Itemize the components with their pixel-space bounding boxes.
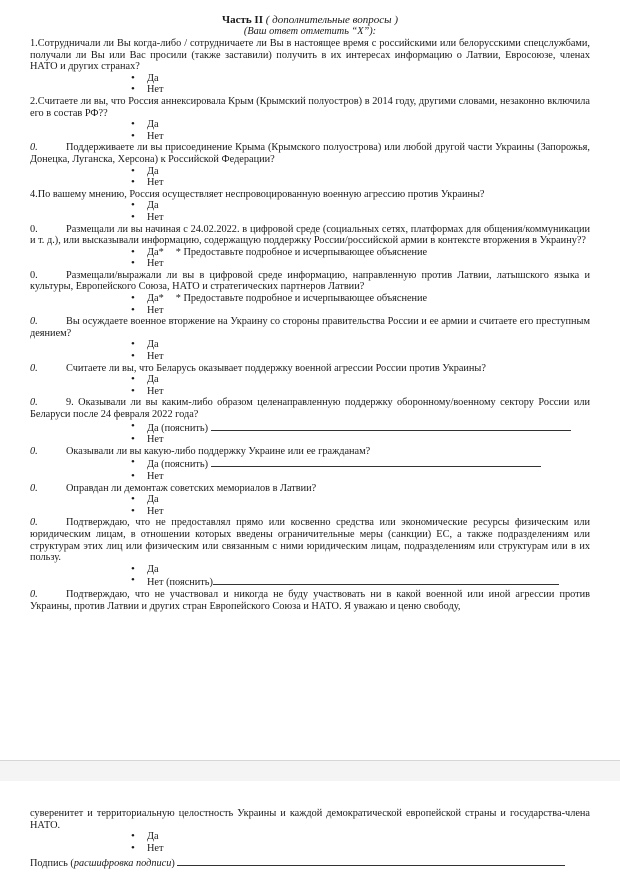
option-yes-label: Да* bbox=[147, 246, 164, 258]
question-1: 1.Сотрудничали ли Вы когда-либо / сотрудничаете ли Вы в настоящее время с российскими или белорусскими спецслужбами, получали ли Вы или Вас просили (также заставили) получить в их интересах информацию о Латвии, Евросоюзе, членах НАТО и других странах? bbox=[30, 38, 590, 73]
question-text: Размещали ли вы начиная с 24.02.2022. в цифровой среде (социальных сетях, платформах для общения/коммуникации и т. д.), или высказывали информацию, содержащую поддержку России/российской армии в контексте вторжения в Украину?? bbox=[30, 223, 590, 247]
option-no[interactable]: • Нет bbox=[30, 212, 590, 224]
option-yes[interactable] bbox=[30, 293, 590, 305]
question-13-continued: суверенитет и территориальную целостность Украины и каждой демократической европейской страны и государства-члена НАТО. bbox=[30, 808, 590, 831]
question-10 bbox=[30, 446, 590, 458]
question-1-options bbox=[30, 73, 590, 96]
option-no[interactable]: • Нет bbox=[30, 84, 590, 96]
question-4: 4.По вашему мнению, Россия осуществляет неспровоцированную военную агрессию против Украины? bbox=[30, 188, 485, 200]
option-no[interactable]: • Нет bbox=[30, 131, 590, 143]
question-6-options bbox=[30, 293, 590, 316]
question-8 bbox=[30, 363, 590, 375]
explanation-line[interactable] bbox=[211, 457, 541, 467]
question-9 bbox=[30, 397, 590, 420]
question-text: Подтверждаю, что не участвовал и никогда не буду участвовать ни в какой военной или иной агрессии против Украины, против Латвии и других стран Европейского Союза и НАТО. Я уважаю и ценю свободу, bbox=[30, 588, 590, 612]
question-text: Размещали/выражали ли вы в цифровой среде информацию, направленную против Латвии, латышского языка и культуры, Европейского Союза, НАТО и стратегических партнеров Латвии? bbox=[30, 269, 590, 293]
question-13-options bbox=[30, 831, 590, 854]
option-yes[interactable] bbox=[30, 457, 590, 471]
question-7-options bbox=[30, 339, 590, 362]
question-text: Поддерживаете ли вы присоединение Крыма (Крымского полуострова) или любой другой части Украины (Запорожья, Донецка, Луганска, Херсона) к Российской Федерации? bbox=[30, 142, 590, 165]
option-yes[interactable]: • Да bbox=[30, 339, 590, 351]
option-yes[interactable] bbox=[30, 421, 590, 435]
question-text: Оправдан ли демонтаж советских мемориалов в Латвии? bbox=[66, 482, 317, 494]
explanation-line[interactable] bbox=[211, 421, 571, 431]
document-page-2 bbox=[0, 781, 620, 883]
title-paren: ( дополнительные вопросы ) bbox=[265, 14, 398, 26]
question-number: 0. bbox=[30, 142, 38, 154]
option-yes[interactable]: • Да bbox=[30, 73, 590, 85]
title-text: Часть II bbox=[222, 14, 263, 26]
question-number: 0. bbox=[30, 269, 38, 281]
question-number: 0. bbox=[30, 316, 38, 328]
explanation-note: * Предоставьте подробное и исчерпывающее объяснение bbox=[175, 293, 428, 305]
signature-label: Подпись ( bbox=[30, 858, 74, 870]
option-no[interactable] bbox=[30, 575, 590, 589]
question-8-options bbox=[30, 374, 590, 397]
option-yes[interactable]: • Да bbox=[30, 119, 590, 131]
question-12-options bbox=[30, 564, 590, 589]
option-yes[interactable]: • Да bbox=[30, 831, 590, 843]
signature-row bbox=[30, 856, 590, 870]
question-4-options bbox=[30, 200, 590, 223]
question-2-options bbox=[30, 119, 590, 142]
explanation-note: * Предоставьте подробное и исчерпывающее объяснение bbox=[175, 246, 428, 258]
question-6 bbox=[30, 270, 590, 293]
question-number: 0. bbox=[30, 362, 38, 374]
option-no[interactable]: • Нет bbox=[30, 177, 590, 189]
question-5-options bbox=[30, 247, 590, 270]
option-no[interactable]: • Нет bbox=[30, 471, 590, 483]
question-number: 0. bbox=[30, 223, 38, 235]
question-text: Оказывали ли вы какую-либо поддержку Украине или ее гражданам? bbox=[66, 445, 371, 457]
option-yes-label: Да (пояснить) bbox=[147, 422, 209, 434]
option-no[interactable]: • Нет bbox=[30, 506, 590, 518]
question-number: 0. bbox=[30, 482, 38, 494]
option-no[interactable]: • Нет bbox=[30, 258, 590, 270]
question-number: 0. bbox=[30, 397, 38, 409]
option-yes[interactable]: • Да bbox=[30, 166, 590, 178]
option-no[interactable]: • Нет bbox=[30, 305, 590, 317]
question-10-options bbox=[30, 457, 590, 482]
question-3 bbox=[30, 142, 590, 165]
question-text: Считаете ли вы, что Беларусь оказывает поддержку военной агрессии России против Украины? bbox=[66, 362, 486, 374]
option-no[interactable]: • Нет bbox=[30, 434, 590, 446]
question-9-options bbox=[30, 421, 590, 446]
explanation-line[interactable] bbox=[213, 575, 559, 585]
option-no[interactable]: • Нет bbox=[30, 351, 590, 363]
question-5 bbox=[30, 224, 590, 247]
page-break bbox=[0, 760, 620, 783]
page-subtitle: (Ваш ответ отметить “X”): bbox=[243, 26, 377, 37]
signature-line[interactable] bbox=[177, 856, 565, 866]
option-yes-label: Да* bbox=[147, 293, 164, 305]
question-2: 2.Считаете ли вы, что Россия аннексировала Крым (Крымский полуостров) в 2014 году, другими словами, незаконно включила его в состав РФ?? bbox=[30, 95, 590, 119]
option-yes[interactable]: • Да bbox=[30, 200, 590, 212]
option-no[interactable]: • Нет bbox=[30, 386, 590, 398]
option-no[interactable]: • Нет bbox=[30, 843, 590, 855]
question-11 bbox=[30, 483, 590, 495]
signature-label-end: ) bbox=[171, 858, 175, 870]
option-yes[interactable]: • Да bbox=[30, 564, 590, 576]
question-number: 0. bbox=[30, 588, 38, 600]
question-number: 0. bbox=[30, 517, 38, 529]
option-yes-label: Да (пояснить) bbox=[147, 459, 209, 471]
question-12 bbox=[30, 517, 590, 563]
option-yes[interactable]: • Да bbox=[30, 494, 590, 506]
option-yes[interactable]: • Да bbox=[30, 374, 590, 386]
question-3-options bbox=[30, 166, 590, 189]
option-yes[interactable] bbox=[30, 247, 590, 259]
question-11-options bbox=[30, 494, 590, 517]
question-7 bbox=[30, 316, 590, 339]
question-text: 9. Оказывали ли вы каким-либо образом целенаправленную поддержку оборонному/военному сектору России или Беларуси после 24 февраля 2022 года? bbox=[30, 397, 590, 420]
question-13 bbox=[30, 589, 590, 612]
question-text: Вы осуждаете военное вторжение на Украину со стороны правительства России и ее армии и считаете его преступным деянием? bbox=[30, 316, 590, 339]
question-number: 0. bbox=[30, 445, 38, 457]
question-text: Подтверждаю, что не предоставлял прямо или косвенно средства или экономические ресурсы физическим или юридическим лицам, в отношении которых введены ограничительные меры (санкции) ЕС, а также подразделениям или структурам этих лиц или физическим или связанным с ними юридическим лицам, подразделениям или структурам или в их пользу. bbox=[30, 517, 590, 564]
questionnaire-continued bbox=[0, 781, 620, 870]
page-title bbox=[30, 14, 590, 26]
option-no-label: Нет (пояснить) bbox=[147, 577, 213, 589]
signature-label-italic: расшифровка подписи bbox=[73, 858, 172, 870]
